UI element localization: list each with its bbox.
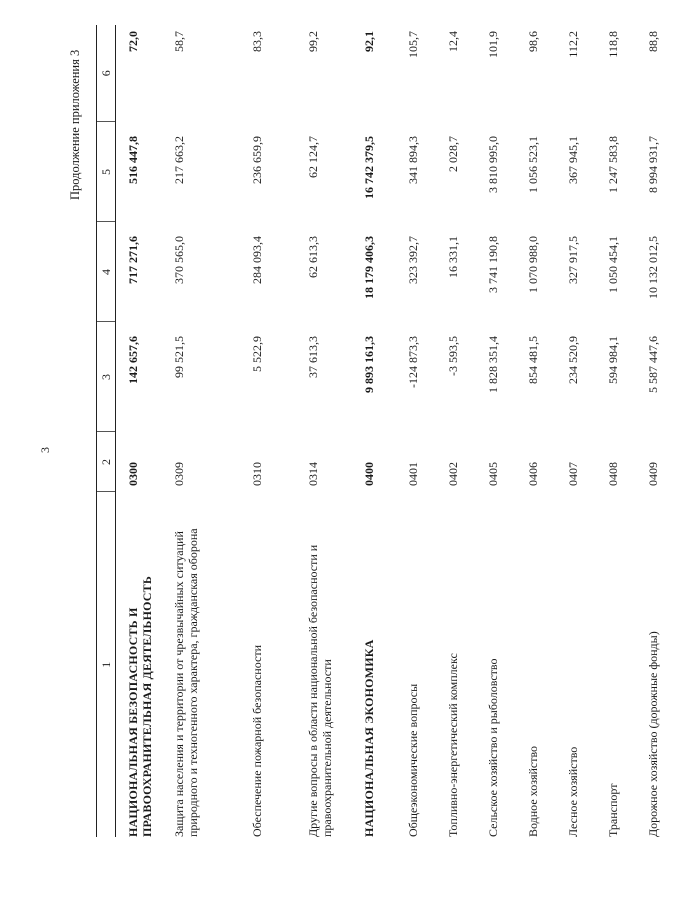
- value-col-6: 83,3: [249, 31, 264, 52]
- value-col-3: 9 893 161,3: [361, 336, 376, 393]
- table-row: [526, 25, 566, 837]
- row-code: 0408: [605, 462, 620, 486]
- row-name: Сельское хозяйство и рыболовство: [485, 658, 500, 837]
- table-row: [306, 25, 362, 837]
- value-col-6: 105,7: [405, 31, 420, 58]
- row-code: 0314: [305, 462, 320, 486]
- value-col-5: 217 663,2: [171, 136, 186, 184]
- column-number-4: 4: [97, 222, 116, 322]
- value-col-4: 1 070 988,0: [525, 236, 540, 293]
- table-row: [446, 25, 486, 837]
- value-col-3: 5 522,9: [249, 336, 264, 372]
- row-code: 0407: [565, 462, 580, 486]
- value-col-4: 323 392,7: [405, 236, 420, 284]
- value-col-6: 58,7: [171, 31, 186, 52]
- row-name: Транспорт: [605, 783, 620, 837]
- column-number-1: 1: [97, 492, 116, 837]
- row-name: Общеэкономические вопросы: [405, 683, 420, 837]
- value-col-5: 8 994 931,7: [645, 136, 660, 193]
- value-col-3: 1 828 351,4: [485, 336, 500, 393]
- value-col-6: 98,6: [525, 31, 540, 52]
- budget-table: [96, 25, 686, 837]
- row-code: 0309: [171, 462, 186, 486]
- column-number-3: 3: [97, 322, 116, 432]
- value-col-5: 341 894,3: [405, 136, 420, 184]
- table-row: [250, 25, 306, 837]
- table-row: [486, 25, 526, 837]
- row-code: 0401: [405, 462, 420, 486]
- column-number-6: 6: [97, 25, 116, 122]
- value-col-5: 3 810 995,0: [485, 136, 500, 193]
- value-col-5: 516 447,8: [126, 136, 140, 184]
- value-col-5: 1 056 523,1: [525, 136, 540, 193]
- value-col-3: 5 587 447,6: [645, 336, 660, 393]
- row-code: 0402: [445, 462, 460, 486]
- value-col-3: -3 593,5: [445, 336, 460, 376]
- page-number: 3: [38, 447, 52, 453]
- value-col-5: 62 124,7: [305, 136, 320, 178]
- value-col-5: 1 247 583,8: [605, 136, 620, 193]
- row-code: 0406: [525, 462, 540, 486]
- value-col-6: 112,2: [565, 31, 580, 58]
- value-col-3: 594 984,1: [605, 336, 620, 384]
- table-row: [116, 25, 172, 837]
- row-name: Защита населения и территории от чрезвычайных ситуаций природного и техногенного характера, гражданская оборона: [171, 528, 200, 837]
- value-col-3: 142 657,6: [126, 336, 140, 384]
- value-col-4: 284 093,4: [249, 236, 264, 284]
- table-row: [406, 25, 446, 837]
- row-code: 0400: [361, 462, 376, 486]
- row-code: 0310: [249, 462, 264, 486]
- value-col-6: 101,9: [485, 31, 500, 58]
- value-col-6: 88,8: [645, 31, 660, 52]
- row-code: 0300: [126, 462, 140, 486]
- value-col-4: 370 565,0: [171, 236, 186, 284]
- column-number-5: 5: [97, 122, 116, 222]
- table-body: [116, 25, 686, 837]
- table-row: [172, 25, 250, 837]
- table-row: [566, 25, 606, 837]
- value-col-6: 92,1: [361, 31, 376, 52]
- row-code: 0405: [485, 462, 500, 486]
- row-name: Обеспечение пожарной безопасности: [249, 644, 264, 837]
- value-col-5: 16 742 379,5: [361, 136, 376, 199]
- value-col-3: 234 520,9: [565, 336, 580, 384]
- value-col-6: 12,4: [445, 31, 460, 52]
- appendix-caption: Продолжение приложения 3: [68, 49, 82, 200]
- value-col-3: 37 613,3: [305, 336, 320, 378]
- row-name: Лесное хозяйство: [565, 746, 580, 837]
- table-row: [362, 25, 406, 837]
- row-name: Топливно-энергетический комплекс: [445, 653, 460, 837]
- value-col-4: 10 132 012,5: [645, 236, 660, 299]
- value-col-5: 2 028,7: [445, 136, 460, 172]
- row-name: Другие вопросы в области национальной безопасности и правоохранительной деятельности: [305, 544, 334, 837]
- row-name: Дорожное хозяйство (дорожные фонды): [645, 631, 660, 837]
- value-col-6: 99,2: [305, 31, 320, 52]
- value-col-4: 1 050 454,1: [605, 236, 620, 293]
- value-col-3: -124 873,3: [405, 336, 420, 388]
- row-name: НАЦИОНАЛЬНАЯ БЕЗОПАСНОСТЬ И ПРАВООХРАНИТЕЛЬНАЯ ДЕЯТЕЛЬНОСТЬ: [126, 576, 154, 837]
- value-col-4: 327 917,5: [565, 236, 580, 284]
- column-number-2: 2: [97, 432, 116, 492]
- value-col-4: 18 179 406,3: [361, 236, 376, 299]
- table-row: [646, 25, 686, 837]
- value-col-4: 3 741 190,8: [485, 236, 500, 293]
- column-number-row: [97, 25, 116, 837]
- value-col-4: 717 271,6: [126, 236, 140, 284]
- value-col-3: 854 481,5: [525, 336, 540, 384]
- row-name: НАЦИОНАЛЬНАЯ ЭКОНОМИКА: [361, 639, 376, 837]
- row-code: 0409: [645, 462, 660, 486]
- value-col-4: 62 613,3: [305, 236, 320, 278]
- value-col-6: 118,8: [605, 31, 620, 58]
- value-col-3: 99 521,5: [171, 336, 186, 378]
- value-col-5: 367 945,1: [565, 136, 580, 184]
- value-col-4: 16 331,1: [445, 236, 460, 278]
- table-row: [606, 25, 646, 837]
- row-name: Водное хозяйство: [525, 745, 540, 837]
- value-col-5: 236 659,9: [249, 136, 264, 184]
- value-col-6: 72,0: [126, 31, 140, 52]
